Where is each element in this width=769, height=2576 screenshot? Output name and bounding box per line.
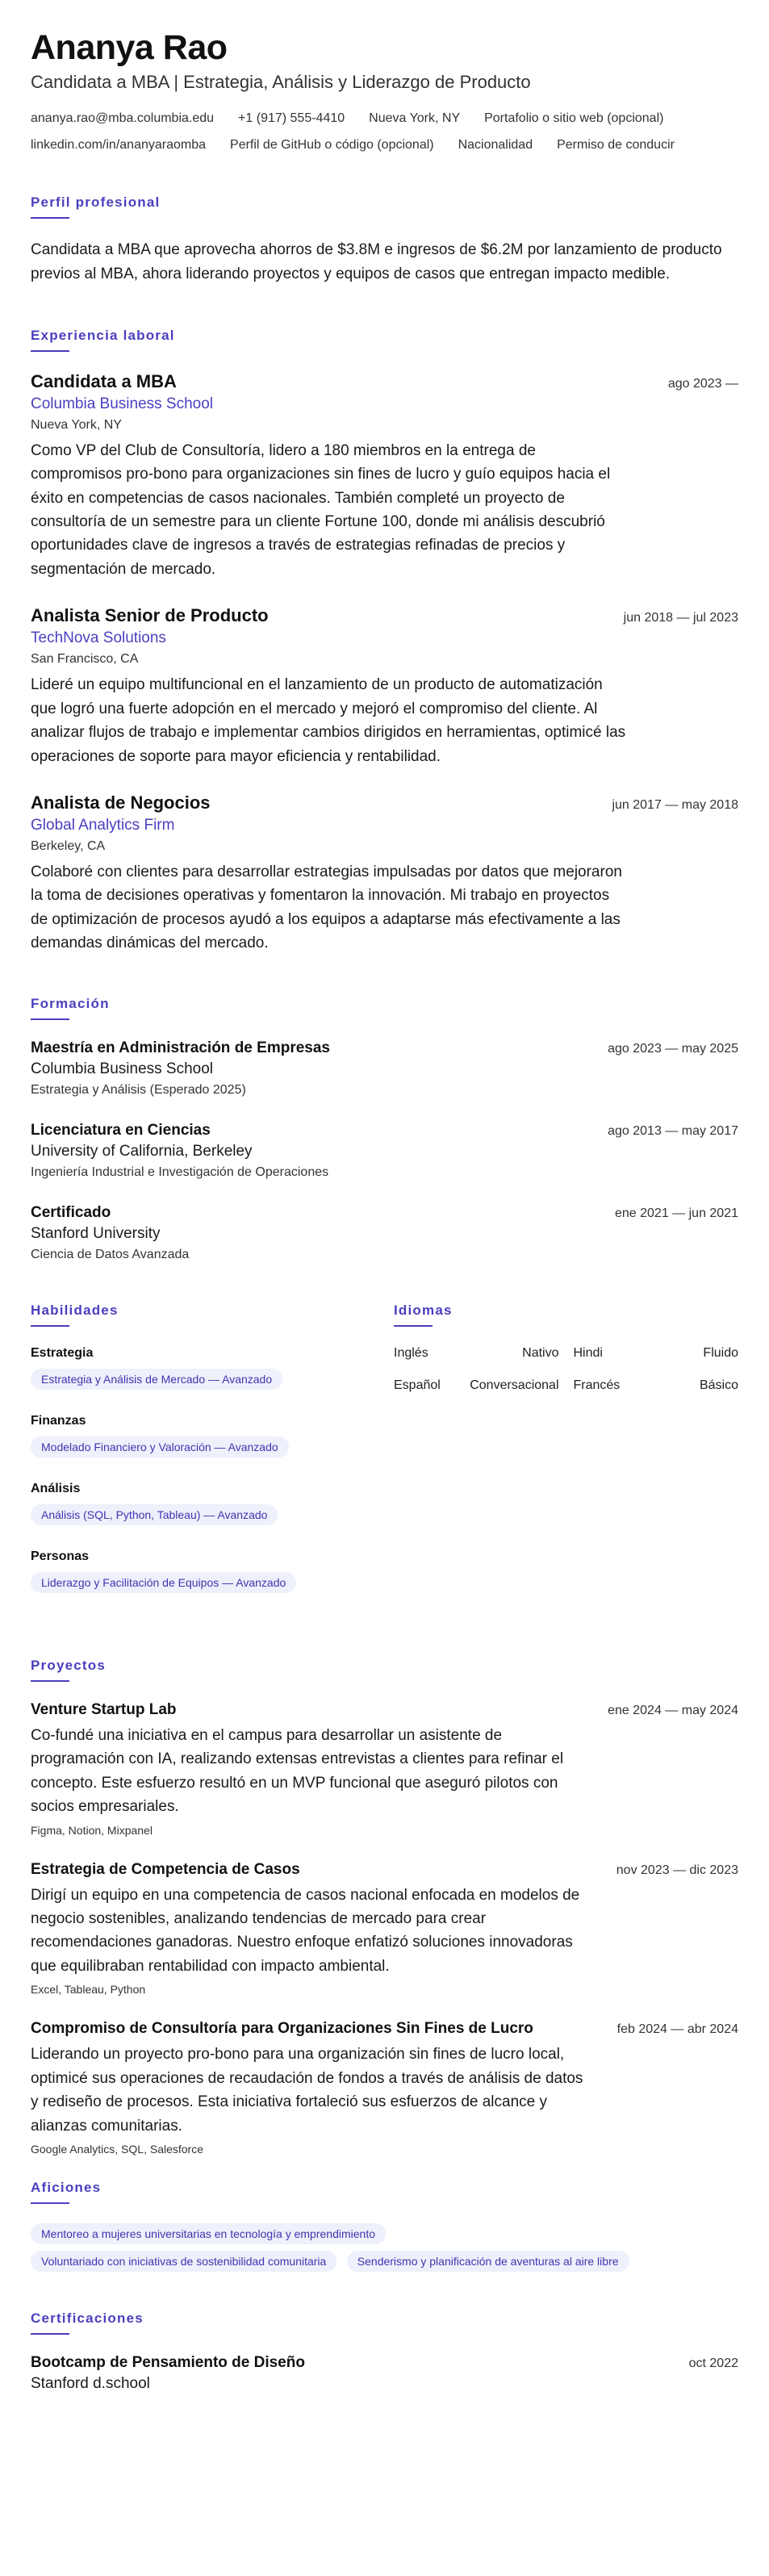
experience-entry bbox=[31, 371, 738, 582]
contact-github[interactable]: Perfil de GitHub o código (opcional) bbox=[230, 138, 434, 153]
language-name: Hindi bbox=[573, 1345, 603, 1360]
skill-group bbox=[31, 1549, 394, 1600]
degree-title: Licenciatura en Ciencias bbox=[31, 1121, 211, 1139]
resume-header bbox=[31, 29, 738, 154]
candidate-name: Ananya Rao bbox=[31, 28, 228, 67]
skill-chip: Análisis (SQL, Python, Tableau) — Avanzado bbox=[31, 1504, 278, 1525]
project-name: Estrategia de Competencia de Casos bbox=[31, 1860, 300, 1878]
section-divider bbox=[31, 1325, 69, 1327]
language-item bbox=[574, 1378, 739, 1393]
contact-list bbox=[31, 111, 738, 154]
section-title: Habilidades bbox=[31, 1302, 119, 1318]
certifications-section bbox=[31, 2310, 738, 2393]
skill-group-name: Personas bbox=[31, 1549, 90, 1563]
project-date: feb 2024 — abr 2024 bbox=[616, 2022, 738, 2037]
contact-linkedin[interactable]: linkedin.com/in/ananyaraomba bbox=[31, 138, 207, 153]
experience-entry bbox=[31, 792, 738, 956]
section-divider bbox=[31, 2202, 69, 2204]
project-tools: Google Analytics, SQL, Salesforce bbox=[31, 2143, 203, 2156]
candidate-headline: Candidata a MBA | Estrategia, Análisis y Liderazgo de Producto bbox=[31, 72, 531, 93]
skills-section bbox=[31, 1303, 394, 1617]
contact-phone[interactable]: +1 (917) 555-4410 bbox=[238, 111, 345, 126]
skill-group bbox=[31, 1414, 394, 1464]
project-entry bbox=[31, 1861, 738, 1997]
school-name: University of California, Berkeley bbox=[31, 1142, 253, 1160]
summary-text: Candidata a MBA que aprovecha ahorros de $3.8M e ingresos de $6.2M por lanzamiento de producto previos al MBA, ahora liderando proyectos y equipos de casos que entregan impacto medible. bbox=[31, 240, 722, 283]
job-description: Como VP del Club de Consultoría, lidero a 180 miembros en la entrega de compromisos pro-bono para organizaciones sin fines de lucro y guío equipos hacia el éxito en competencias de casos nacionales. También completé un proyecto de consultoría de un semestre para un cliente Fortune 100, donde mi análisis descubrió oportunidades clave de ingresos a través de estrategias refinadas de precios y segmentación de mercado. bbox=[31, 441, 611, 578]
project-description: Co-fundé una iniciativa en el campus para desarrollar un asistente de programación con IA, realizando extensas entrevistas a clientes para refinar el concepto. Este esfuerzo resultó en un MVP funcional que aseguró pilotos con socios empresariales. bbox=[31, 1726, 564, 1816]
language-level: Nativo bbox=[522, 1345, 559, 1360]
job-title: Candidata a MBA bbox=[31, 370, 177, 391]
school-name: Stanford University bbox=[31, 1224, 161, 1242]
skill-group-name: Análisis bbox=[31, 1481, 81, 1495]
project-tools: Excel, Tableau, Python bbox=[31, 1983, 146, 1997]
certification-issuer: Stanford d.school bbox=[31, 2375, 150, 2393]
hobby-chip: Voluntariado con iniciativas de sostenibilidad comunitaria bbox=[31, 2251, 336, 2272]
job-title: Analista Senior de Producto bbox=[31, 605, 269, 626]
language-name: Francés bbox=[573, 1378, 621, 1392]
language-name: Español bbox=[394, 1378, 441, 1392]
certification-date: oct 2022 bbox=[688, 2356, 738, 2371]
project-tools: Figma, Notion, Mixpanel bbox=[31, 1823, 153, 1837]
job-date: jun 2017 — may 2018 bbox=[612, 798, 738, 813]
job-organization: Columbia Business School bbox=[31, 395, 214, 412]
language-level: Fluido bbox=[703, 1345, 738, 1360]
experience-section bbox=[31, 328, 738, 956]
project-name: Compromiso de Consultoría para Organizaciones Sin Fines de Lucro bbox=[31, 2020, 533, 2038]
summary-section bbox=[31, 194, 738, 287]
project-description: Liderando un proyecto pro-bono para una organización sin fines de lucro local, optimicé sus operaciones de recaudación de fondos a través de análisis de datos y rediseño de procesos. Esta iniciativa fortaleció sus esfuerzos de alcance y alianzas comunitarias. bbox=[31, 2046, 583, 2135]
hobbies-section bbox=[31, 2180, 738, 2278]
language-item bbox=[394, 1378, 559, 1393]
experience-entry bbox=[31, 605, 738, 768]
section-title: Formación bbox=[31, 995, 110, 1011]
project-entry bbox=[31, 2020, 738, 2156]
contact-driving-license: Permiso de conducir bbox=[557, 138, 675, 153]
contact-nationality: Nacionalidad bbox=[458, 138, 533, 153]
job-description: Lideré un equipo multifuncional en el lanzamiento de un producto de automatización que logró una fuerte adopción en el mercado y mejoró el compromiso del cliente. Al analizar flujos de trabajo e implementar cambios dirigidos en herramientas, optimicé las operaciones de soporte para mayor eficiencia y rentabilidad. bbox=[31, 676, 626, 765]
degree-title: Certificado bbox=[31, 1203, 111, 1221]
language-name: Inglés bbox=[394, 1345, 428, 1360]
section-divider bbox=[31, 1680, 69, 1682]
hobby-list bbox=[31, 2223, 738, 2278]
job-description: Colaboré con clientes para desarrollar estrategias impulsadas por datos que mejoraron la toma de decisiones operativas y fomentaron la innovación. Mi trabajo en proyectos de optimización de procesos ayudó a los equipos a adaptarse más efectivamente a las demandas dinámicas del mercado. bbox=[31, 864, 622, 952]
skill-group-name: Estrategia bbox=[31, 1345, 94, 1360]
job-location: Nueva York, NY bbox=[31, 417, 122, 432]
job-date: jun 2018 — jul 2023 bbox=[623, 611, 738, 625]
study-area: Ciencia de Datos Avanzada bbox=[31, 1247, 190, 1261]
section-title: Certificaciones bbox=[31, 2310, 144, 2327]
section-divider bbox=[31, 1018, 69, 1020]
section-divider bbox=[31, 350, 69, 352]
languages-section bbox=[394, 1303, 738, 1617]
section-title: Perfil profesional bbox=[31, 194, 161, 210]
project-date: nov 2023 — dic 2023 bbox=[616, 1863, 738, 1877]
job-location: Berkeley, CA bbox=[31, 839, 106, 854]
education-section bbox=[31, 996, 738, 1262]
job-organization: Global Analytics Firm bbox=[31, 817, 175, 834]
skills-languages-row bbox=[31, 1303, 738, 1617]
certification-name: Bootcamp de Pensamiento de Diseño bbox=[31, 2354, 305, 2372]
degree-title: Maestría en Administración de Empresas bbox=[31, 1039, 330, 1056]
skill-group-name: Finanzas bbox=[31, 1413, 86, 1428]
job-title: Analista de Negocios bbox=[31, 792, 211, 813]
projects-section bbox=[31, 1658, 738, 2156]
section-title: Aficiones bbox=[31, 2180, 102, 2196]
project-entry bbox=[31, 1701, 738, 1837]
job-location: San Francisco, CA bbox=[31, 652, 139, 667]
education-entry bbox=[31, 1204, 738, 1262]
section-divider bbox=[394, 1325, 433, 1327]
language-item bbox=[394, 1346, 559, 1361]
study-area: Estrategia y Análisis (Esperado 2025) bbox=[31, 1082, 246, 1097]
education-entry bbox=[31, 1039, 738, 1098]
education-date: ago 2023 — may 2025 bbox=[608, 1041, 738, 1056]
hobby-chip: Mentoreo a mujeres universitarias en tecnología y emprendimiento bbox=[31, 2223, 386, 2244]
section-title: Experiencia laboral bbox=[31, 327, 175, 343]
section-title: Proyectos bbox=[31, 1657, 107, 1673]
job-date: ago 2023 — bbox=[667, 376, 738, 391]
skill-chip: Liderazgo y Facilitación de Equipos — Avanzado bbox=[31, 1572, 296, 1593]
project-date: ene 2024 — may 2024 bbox=[608, 1703, 738, 1717]
language-item bbox=[574, 1346, 739, 1361]
section-divider bbox=[31, 2333, 69, 2335]
contact-location: Nueva York, NY bbox=[369, 111, 461, 126]
certification-entry bbox=[31, 2354, 738, 2393]
skill-chip: Estrategia y Análisis de Mercado — Avanzado bbox=[31, 1369, 282, 1390]
project-name: Venture Startup Lab bbox=[31, 1700, 177, 1718]
section-title: Idiomas bbox=[394, 1302, 453, 1318]
skill-group bbox=[31, 1346, 394, 1396]
job-organization: TechNova Solutions bbox=[31, 629, 166, 647]
hobby-chip: Senderismo y planificación de aventuras al aire libre bbox=[347, 2251, 629, 2272]
skill-chip: Modelado Financiero y Valoración — Avanzado bbox=[31, 1436, 289, 1457]
language-level: Conversacional bbox=[470, 1378, 559, 1392]
school-name: Columbia Business School bbox=[31, 1060, 214, 1077]
study-area: Ingeniería Industrial e Investigación de Operaciones bbox=[31, 1165, 329, 1179]
education-date: ene 2021 — jun 2021 bbox=[614, 1206, 738, 1220]
contact-portfolio[interactable]: Portafolio o sitio web (opcional) bbox=[484, 111, 664, 126]
skill-group bbox=[31, 1482, 394, 1532]
contact-email[interactable]: ananya.rao@mba.columbia.edu bbox=[31, 111, 215, 126]
project-description: Dirigí un equipo en una competencia de casos nacional enfocada en modelos de negocio sostenibles, analizando tendencias de mercado para crear recomendaciones ganadoras. Nuestro enfoque enfatizó soluciones innovadoras que equilibraban rentabilidad con impacto ambiental. bbox=[31, 1886, 580, 1975]
education-entry bbox=[31, 1122, 738, 1180]
education-date: ago 2013 — may 2017 bbox=[608, 1123, 738, 1138]
languages-grid bbox=[394, 1346, 738, 1393]
section-divider bbox=[31, 217, 69, 219]
language-level: Básico bbox=[699, 1378, 738, 1392]
